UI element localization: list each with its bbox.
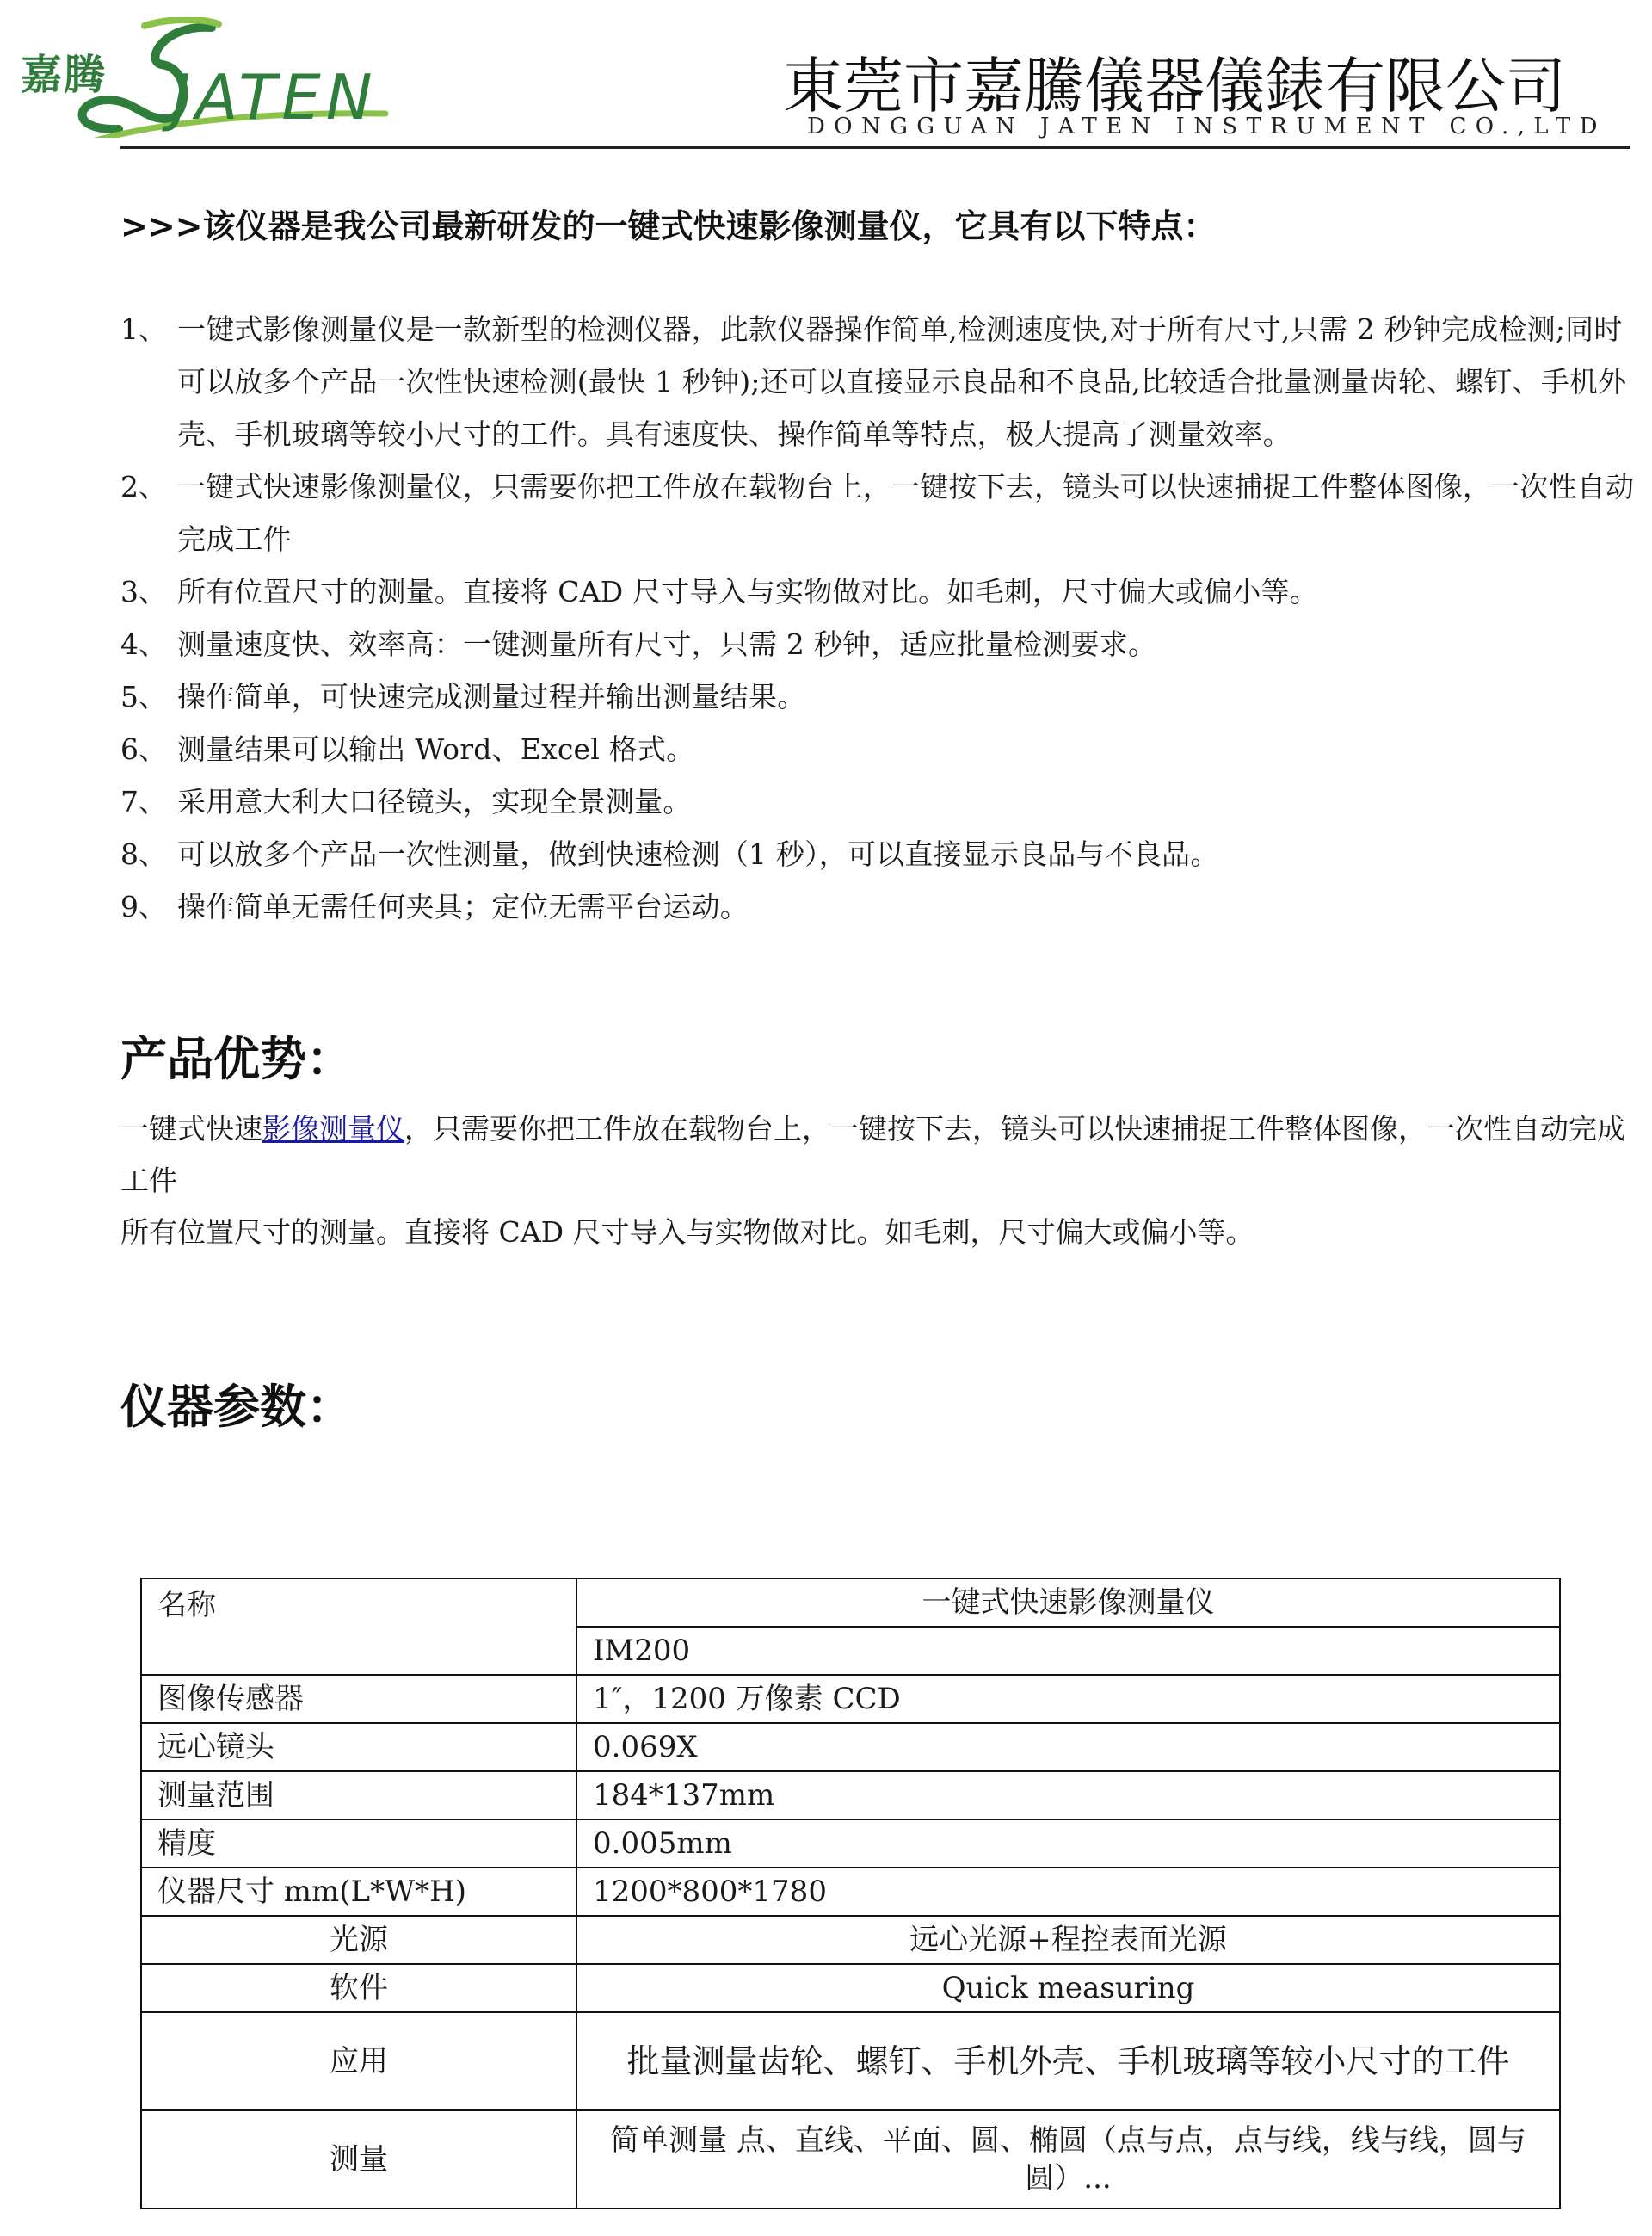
table-cell-value: 批量测量齿轮、螺钉、手机外壳、手机玻璃等较小尺寸的工件 — [576, 2012, 1560, 2110]
list-item-number: 6、 — [120, 732, 167, 766]
table-row — [141, 2012, 1560, 2110]
feature-list — [120, 303, 1635, 933]
table-cell-label: 测量范围 — [141, 1771, 576, 1819]
logo-brand-text: JATEN — [172, 61, 378, 133]
company-name-chinese: 東莞市嘉騰儀器儀錶有限公司 — [783, 51, 1566, 121]
company-logo — [15, 17, 394, 138]
list-item-text: 可以放多个产品一次性测量，做到快速检测（1 秒），可以直接显示良品与不良品。 — [177, 837, 1219, 871]
table-cell-value: 一键式快速影像测量仪 — [576, 1578, 1560, 1627]
list-item-text: 采用意大利大口径镜头，实现全景测量。 — [177, 785, 692, 818]
list-item-text: 操作简单无需任何夹具；定位无需平台运动。 — [177, 890, 749, 923]
list-item-number: 2、 — [120, 470, 167, 503]
list-item-text: 测量速度快、效率高：一键测量所有尺寸，只需 2 秒钟，适应批量检测要求。 — [177, 627, 1157, 661]
list-item-number: 8、 — [120, 837, 167, 871]
table-cell-label: 光源 — [141, 1916, 576, 1964]
list-item — [120, 670, 1635, 723]
list-item-text: 所有位置尺寸的测量。直接将 CAD 尺寸导入与实物做对比。如毛刺，尺寸偏大或偏小等。 — [177, 575, 1318, 608]
advantages-paragraph — [120, 1103, 1635, 1207]
table-cell-value: IM200 — [576, 1627, 1560, 1675]
table-cell-label: 测量 — [141, 2110, 576, 2208]
advantages-title: 产品优势： — [120, 1032, 353, 1086]
list-item-number: 7、 — [120, 785, 167, 818]
table-cell-label: 远心镜头 — [141, 1723, 576, 1771]
list-item-number: 9、 — [120, 890, 167, 923]
table-row — [141, 1578, 1560, 1627]
list-item — [120, 303, 1635, 460]
company-name-english: DONGGUAN JATEN INSTRUMENT CO.,LTD — [807, 114, 1606, 139]
list-item-number: 3、 — [120, 575, 167, 608]
advantages-text-before: 一键式快速 — [120, 1112, 262, 1146]
list-item — [120, 828, 1635, 880]
table-row — [141, 1916, 1560, 1964]
list-item-text: 一键式快速影像测量仪，只需要你把工件放在载物台上，一键按下去，镜头可以快速捕捉工件整体图像，一次性自动完成工件 — [177, 470, 1635, 556]
list-item — [120, 618, 1635, 670]
table-cell-value: 1″，1200 万像素 CCD — [576, 1675, 1560, 1723]
table-row — [141, 1868, 1560, 1916]
table-cell-label: 仪器尺寸 mm(L*W*H) — [141, 1868, 576, 1916]
advantages-paragraph: 所有位置尺寸的测量。直接将 CAD 尺寸导入与实物做对比。如毛刺，尺寸偏大或偏小等。 — [120, 1215, 1254, 1249]
letterhead — [0, 0, 1652, 151]
list-item-number: 4、 — [120, 627, 167, 661]
product-link[interactable]: 影像测量仪 — [262, 1112, 404, 1146]
table-cell-value: 简单测量 点、直线、平面、圆、椭圆（点与点，点与线，线与线，圆与圆）... — [576, 2110, 1560, 2208]
logo-chinese-name: 嘉腾 — [21, 51, 108, 99]
list-item — [120, 723, 1635, 775]
table-row — [141, 1675, 1560, 1723]
table-row — [141, 1819, 1560, 1868]
list-item — [120, 460, 1635, 565]
table-cell-label: 图像传感器 — [141, 1675, 576, 1723]
advantages-text-after: ，只需要你把工件放在载物台上，一键按下去，镜头可以快速捕捉工件整体图像，一次性自动完成工件 — [120, 1112, 1625, 1197]
table-cell-value: 184*137mm — [576, 1771, 1560, 1819]
list-item-text: 测量结果可以输出 Word、Excel 格式。 — [177, 732, 695, 766]
table-cell-value: 1200*800*1780 — [576, 1868, 1560, 1916]
table-row — [141, 1771, 1560, 1819]
table-row — [141, 1964, 1560, 2012]
list-item — [120, 880, 1635, 933]
table-cell-label: 应用 — [141, 2012, 576, 2110]
table-row — [141, 1723, 1560, 1771]
list-item-text: 操作简单，可快速完成测量过程并输出测量结果。 — [177, 680, 806, 713]
list-item-number: 5、 — [120, 680, 167, 713]
list-item-number: 1、 — [120, 312, 167, 346]
list-item — [120, 565, 1635, 618]
table-row — [141, 2110, 1560, 2208]
table-cell-value: 0.069X — [576, 1723, 1560, 1771]
table-cell-value: 远心光源+程控表面光源 — [576, 1916, 1560, 1964]
params-table — [140, 1578, 1561, 2209]
table-cell-value: 0.005mm — [576, 1819, 1560, 1868]
list-item-text: 一键式影像测量仪是一款新型的检测仪器，此款仪器操作简单,检测速度快,对于所有尺寸,只需 2 秒钟完成检测;同时可以放多个产品一次性快速检测(最快 1 秒钟);还可以直接显示良品和不良品,比较适合批量测量齿轮、螺钉、手机外壳、手机玻璃等较小尺寸的工件。具有速度快、操作简单等特点，极大提高了测量效率。 — [177, 312, 1627, 451]
advantages-text — [120, 1103, 1635, 1258]
header-divider — [120, 146, 1630, 149]
intro-heading: >>>该仪器是我公司最新研发的一键式快速影像测量仪，它具有以下特点： — [120, 207, 1217, 245]
table-cell-label: 名称 — [141, 1578, 576, 1675]
table-cell-label: 精度 — [141, 1819, 576, 1868]
table-cell-label: 软件 — [141, 1964, 576, 2012]
table-cell-value: Quick measuring — [576, 1964, 1560, 2012]
list-item — [120, 775, 1635, 828]
params-title: 仪器参数： — [120, 1380, 353, 1434]
